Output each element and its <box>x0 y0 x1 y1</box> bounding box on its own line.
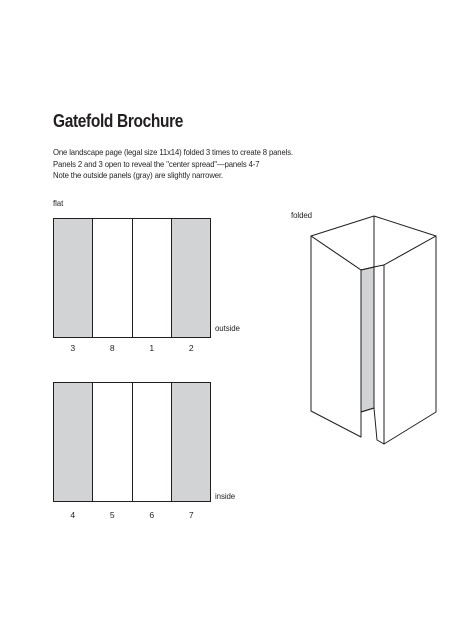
page-title: Gatefold Brochure <box>53 111 184 131</box>
flat-label: flat <box>53 198 64 208</box>
folded-right-inner-strip <box>374 265 384 444</box>
panel-number: 3 <box>70 343 76 353</box>
folded-left-panel <box>311 236 361 437</box>
panel-number: 5 <box>109 510 115 520</box>
outside-label: outside <box>215 323 240 333</box>
description-line: Note the outside panels (gray) are slightly narrower. <box>53 170 223 180</box>
panel-number: 6 <box>149 510 155 520</box>
panel-number: 8 <box>109 343 115 353</box>
description-line: One landscape page (legal size 11x14) folded 3 times to create 8 panels. <box>53 147 293 157</box>
folded-label: folded <box>291 210 313 220</box>
panel-number: 4 <box>70 510 76 520</box>
folded-right-panel <box>384 236 436 444</box>
description-line: Panels 2 and 3 open to reveal the "center spread"—panels 4-7 <box>53 158 260 169</box>
panel-number: 2 <box>188 343 194 353</box>
panel-number: 1 <box>149 343 155 353</box>
panel-number: 7 <box>188 510 194 520</box>
folded-spine-gray <box>361 267 374 412</box>
inside-label: inside <box>215 491 236 501</box>
